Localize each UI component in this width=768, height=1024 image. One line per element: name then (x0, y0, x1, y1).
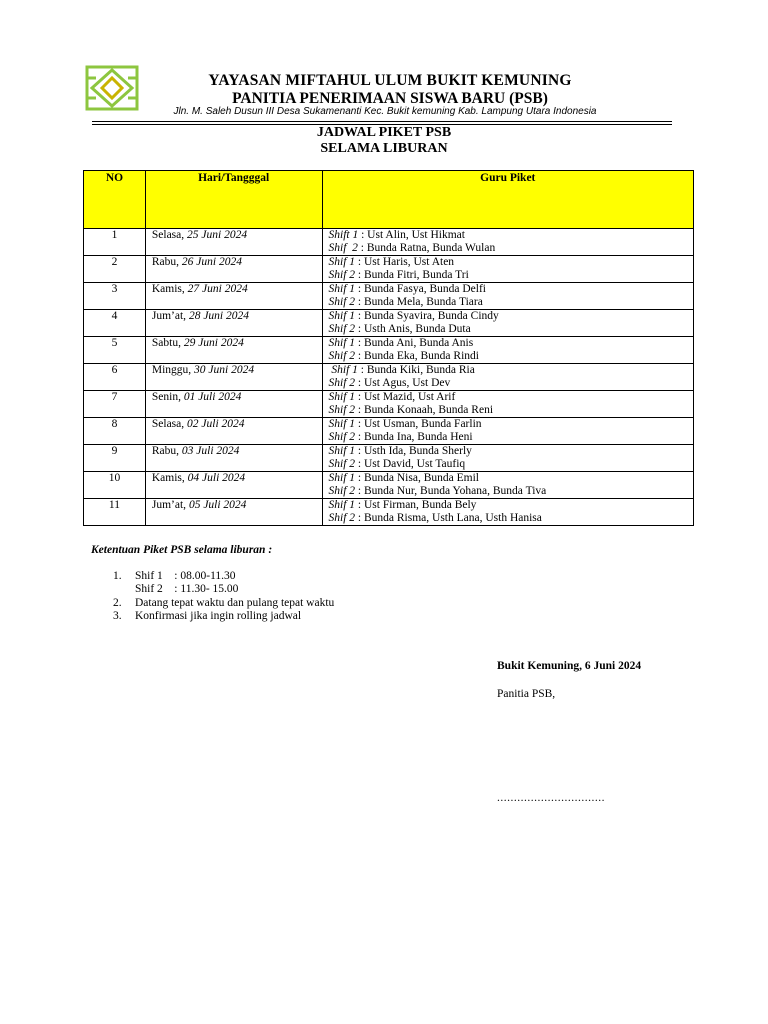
rule-text: Datang tepat waktu dan pulang tepat waktu (135, 596, 335, 609)
day-name: Rabu, (151, 256, 182, 268)
day-name: Selasa, (151, 418, 188, 430)
rule-item (113, 570, 334, 583)
signature-line: ................................ (497, 792, 605, 804)
rule-number: 1. (113, 570, 122, 582)
day-name: Sabtu, (151, 337, 184, 349)
header-divider (92, 121, 672, 122)
row-guru (322, 445, 693, 472)
rule-number: 3. (113, 609, 122, 622)
shift-2-line (329, 377, 687, 390)
shift-1-staff: : Ust Usman, Bunda Farlin (355, 418, 482, 430)
shift-2-label: Shif 2 (328, 350, 356, 362)
day-name: Selasa, (151, 229, 188, 241)
rule-text: Shif 2 : 11.30- 15.00 (135, 583, 239, 596)
row-date (145, 472, 322, 499)
document-title: JADWAL PIKET PSB (316, 125, 452, 140)
date-text: 02 Juli 2024 (187, 418, 245, 430)
date-text: 03 Juli 2024 (181, 445, 240, 457)
shift-1-line (329, 229, 687, 242)
table-row (84, 310, 694, 337)
shift-1-line (329, 445, 687, 458)
shift-2-line (329, 431, 687, 444)
row-date (145, 418, 322, 445)
table-header-row (84, 171, 694, 229)
column-header-guru: Guru Piket (322, 171, 693, 229)
row-guru (322, 310, 693, 337)
day-name: Minggu, (151, 364, 195, 376)
date-text: 04 Juli 2024 (187, 472, 246, 484)
rule-number: 2. (113, 596, 122, 609)
shift-2-label: Shif 2 (328, 296, 356, 308)
shift-2-label: Shif 2 (328, 404, 356, 416)
day-name: Jum’at, (151, 310, 189, 322)
date-text: 30 Juni 2024 (194, 364, 255, 376)
shift-2-staff: : Bunda Mela, Bunda Tiara (355, 296, 483, 308)
shift-1-label: Shif 1 (328, 337, 356, 349)
row-number: 5 (84, 337, 146, 364)
shift-2-line (329, 350, 687, 363)
row-guru (322, 364, 693, 391)
shift-1-line (329, 418, 687, 431)
row-date (145, 229, 322, 256)
shift-2-label: Shif 2 (328, 242, 358, 254)
shift-2-label: Shif 2 (328, 485, 356, 497)
row-number: 6 (84, 364, 146, 391)
row-date (145, 310, 322, 337)
shift-2-staff: : Ust Agus, Ust Dev (355, 377, 451, 389)
shift-1-staff: : Bunda Fasya, Bunda Delfi (355, 283, 486, 295)
rule-text: Konfirmasi jika ingin rolling jadwal (135, 609, 302, 622)
row-number: 7 (84, 391, 146, 418)
row-guru (322, 499, 693, 526)
row-number: 3 (84, 283, 146, 310)
shift-1-label: Shif 1 (328, 310, 356, 322)
day-name: Kamis, (151, 283, 188, 295)
shift-1-staff: : Ust Mazid, Ust Arif (355, 391, 456, 403)
shift-2-staff: : Bunda Eka, Bunda Rindi (355, 350, 479, 362)
shift-2-line (329, 458, 687, 471)
shift-1-line (329, 364, 687, 377)
place-date: Bukit Kemuning, 6 Juni 2024 (497, 660, 642, 672)
shift-2-line (329, 242, 687, 255)
shift-2-staff: : Usth Anis, Bunda Duta (355, 323, 471, 335)
row-date (145, 391, 322, 418)
row-date (145, 445, 322, 472)
shift-2-label: Shif 2 (328, 431, 356, 443)
row-date (145, 256, 322, 283)
date-text: 01 Juli 2024 (183, 391, 242, 403)
day-name: Rabu, (151, 445, 182, 457)
table-row (84, 283, 694, 310)
shift-1-staff: : Bunda Ani, Bunda Anis (355, 337, 474, 349)
day-name: Kamis, (151, 472, 188, 484)
org-name: YAYASAN MIFTAHUL ULUM BUKIT KEMUNING (208, 72, 572, 89)
date-text: 05 Juli 2024 (188, 499, 247, 511)
address: Jln. M. Saleh Dusun III Desa Sukamenanti Kec. Bukit kemuning Kab. Lampung Utara Indonesia (173, 106, 597, 117)
row-number: 2 (84, 256, 146, 283)
date-text: 26 Juni 2024 (181, 256, 242, 268)
rules-title: Ketentuan Piket PSB selama liburan : (91, 544, 273, 556)
shift-2-staff: : Bunda Fitri, Bunda Tri (355, 269, 469, 281)
date-text: 28 Juni 2024 (188, 310, 249, 322)
shift-2-line (329, 269, 687, 282)
column-header-no: NO (84, 171, 146, 229)
table-row (84, 256, 694, 283)
shift-2-label: Shif 2 (328, 512, 356, 524)
rule-item (113, 583, 334, 596)
shift-1-line (329, 310, 687, 323)
table-row (84, 445, 694, 472)
shift-2-line (329, 485, 687, 498)
column-header-day: Hari/Tangggal (145, 171, 322, 229)
row-date (145, 337, 322, 364)
row-date (145, 283, 322, 310)
date-text: 25 Juni 2024 (187, 229, 248, 241)
shift-1-staff: : Bunda Kiki, Bunda Ria (357, 364, 475, 376)
shift-1-line (329, 472, 687, 485)
shift-1-staff: : Ust Haris, Ust Aten (355, 256, 455, 268)
shift-2-line (329, 512, 687, 525)
shift-2-line (329, 296, 687, 309)
shift-2-staff: : Bunda Risma, Usth Lana, Usth Hanisa (355, 512, 542, 524)
date-text: 29 Juni 2024 (183, 337, 244, 349)
shift-2-label: Shif 2 (328, 323, 356, 335)
row-number: 9 (84, 445, 146, 472)
table-row (84, 337, 694, 364)
shift-1-label: Shif 1 (328, 472, 356, 484)
shift-2-line (329, 404, 687, 417)
shift-1-label: Shif 1 (328, 283, 356, 295)
row-guru (322, 391, 693, 418)
shift-1-label: Shift 1 (328, 229, 359, 241)
row-number: 8 (84, 418, 146, 445)
shift-1-label: Shif 1 (328, 418, 356, 430)
shift-2-staff: : Bunda Ina, Bunda Heni (355, 431, 473, 443)
rules-list (113, 570, 334, 623)
table-row (84, 418, 694, 445)
row-guru (322, 229, 693, 256)
row-number: 10 (84, 472, 146, 499)
table-row (84, 229, 694, 256)
shift-2-staff: : Ust David, Ust Taufiq (355, 458, 466, 470)
shift-1-line (329, 499, 687, 512)
shift-1-label: Shif 1 (328, 256, 356, 268)
shift-2-staff: : Bunda Nur, Bunda Yohana, Bunda Tiva (355, 485, 547, 497)
shift-1-line (329, 256, 687, 269)
row-number: 11 (84, 499, 146, 526)
rule-text: Shif 1 : 08.00-11.30 (135, 570, 236, 582)
row-number: 4 (84, 310, 146, 337)
committee-name: PANITIA PENERIMAAN SISWA BARU (PSB) (232, 90, 548, 107)
shift-1-staff: : Ust Firman, Bunda Bely (355, 499, 477, 511)
shift-2-staff: : Bunda Konaah, Bunda Reni (355, 404, 494, 416)
day-name: Jum’at, (151, 499, 189, 511)
shift-1-label: Shif 1 (328, 445, 356, 457)
table-row (84, 472, 694, 499)
row-number: 1 (84, 229, 146, 256)
table-row (84, 391, 694, 418)
shift-2-staff: : Bunda Ratna, Bunda Wulan (357, 242, 496, 254)
table-row (84, 364, 694, 391)
shift-1-staff: : Usth Ida, Bunda Sherly (355, 445, 472, 457)
shift-1-label: Shif 1 (328, 364, 358, 376)
shift-1-staff: : Bunda Syavira, Bunda Cindy (355, 310, 499, 322)
row-guru (322, 472, 693, 499)
shift-1-label: Shif 1 (328, 499, 356, 511)
date-text: 27 Juni 2024 (187, 283, 248, 295)
document-subtitle: SELAMA LIBURAN (320, 141, 448, 156)
shift-2-label: Shif 2 (328, 377, 356, 389)
foundation-logo (84, 64, 140, 112)
row-date (145, 364, 322, 391)
rule-item (113, 610, 334, 623)
shift-2-line (329, 323, 687, 336)
shift-1-line (329, 283, 687, 296)
schedule-table (83, 170, 694, 526)
signatory-committee: Panitia PSB, (497, 688, 556, 700)
shift-2-label: Shif 2 (328, 458, 356, 470)
shift-2-label: Shif 2 (328, 269, 356, 281)
rule-item (113, 597, 334, 610)
day-name: Senin, (151, 391, 184, 403)
row-date (145, 499, 322, 526)
row-guru (322, 256, 693, 283)
row-guru (322, 418, 693, 445)
shift-1-line (329, 391, 687, 404)
shift-1-staff: : Ust Alin, Ust Hikmat (358, 229, 465, 241)
shift-1-line (329, 337, 687, 350)
table-row (84, 499, 694, 526)
row-guru (322, 283, 693, 310)
row-guru (322, 337, 693, 364)
shift-1-staff: : Bunda Nisa, Bunda Emil (355, 472, 479, 484)
shift-1-label: Shif 1 (328, 391, 356, 403)
